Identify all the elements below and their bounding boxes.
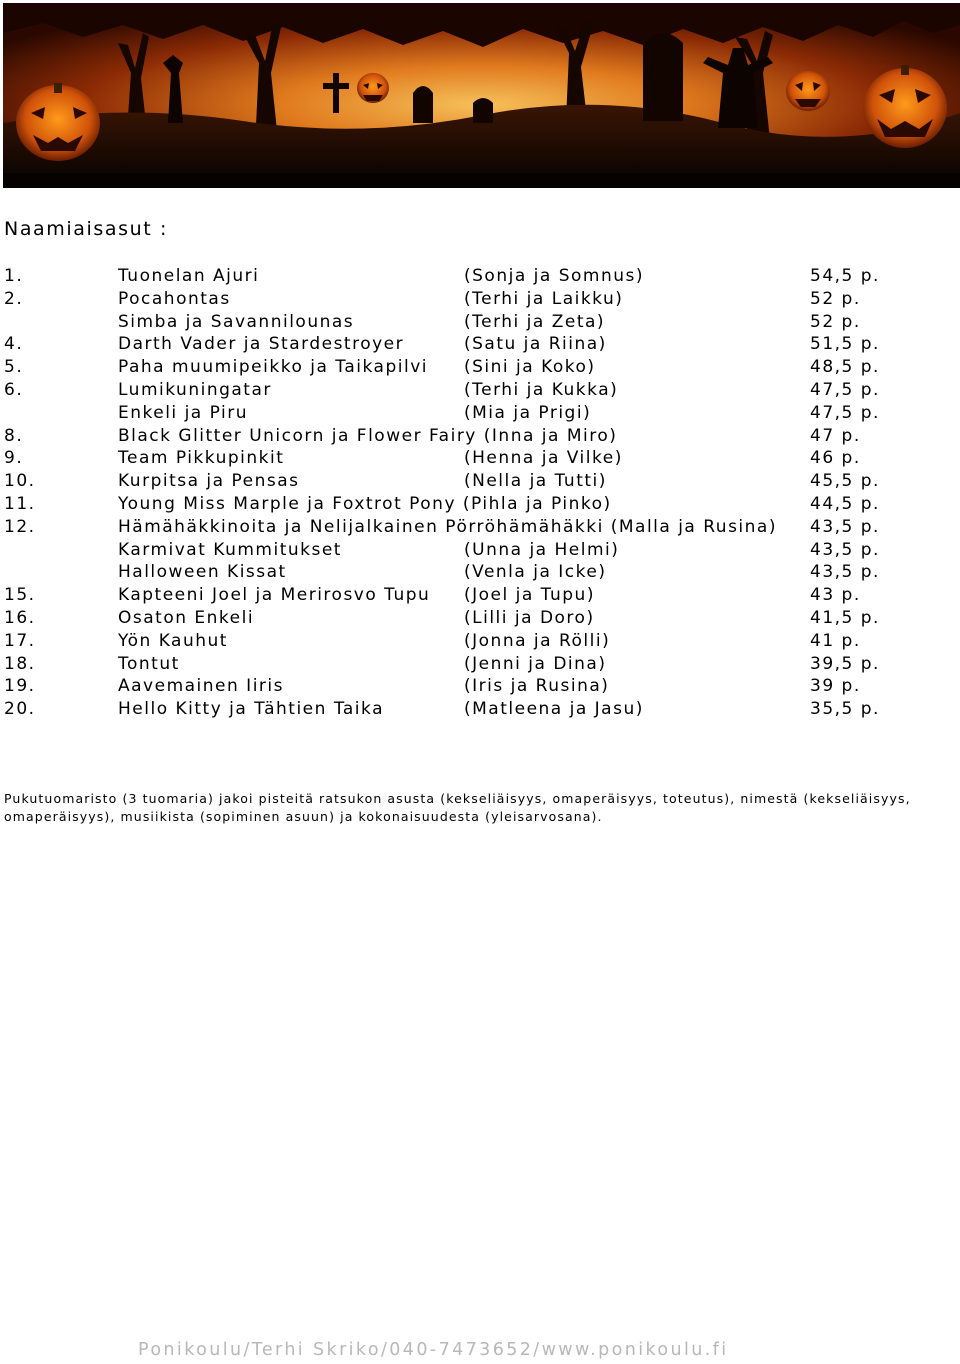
results-list (4, 266, 904, 722)
result-row (4, 608, 904, 631)
result-number: 12. (4, 516, 36, 537)
points-value: 41 p. (810, 630, 861, 651)
rider-horse-names: (Venla ja Icke) (464, 562, 607, 583)
costume-name: Paha muumipeikko ja Taikapilvi (118, 357, 428, 378)
costume-name: Tontut (118, 653, 180, 674)
points-value: 43,5 p. (810, 516, 880, 537)
result-row (4, 312, 904, 335)
costume-name: Black Glitter Unicorn ja Flower Fairy (Inna ja Miro) (118, 425, 618, 446)
costume-name: Tuonelan Ajuri (118, 266, 260, 286)
result-row (4, 471, 904, 494)
points-value: 52 p. (810, 311, 861, 332)
costume-name: Yön Kauhut (118, 630, 228, 651)
halloween-banner (3, 3, 960, 188)
result-row (4, 585, 904, 608)
result-row (4, 494, 904, 517)
rider-horse-names: (Jonna ja Rölli) (464, 630, 611, 651)
costume-name: Young Miss Marple ja Foxtrot Pony (Pihla ja Pinko) (118, 493, 612, 514)
result-row (4, 517, 904, 540)
points-value: 44,5 p. (810, 493, 880, 514)
rider-horse-names: (Matleena ja Jasu) (464, 699, 644, 720)
rider-horse-names: (Joel ja Tupu) (464, 585, 595, 606)
rider-horse-names: (Sini ja Koko) (464, 357, 596, 378)
result-row (4, 448, 904, 471)
result-row (4, 334, 904, 357)
rider-horse-names: (Lilli ja Doro) (464, 607, 595, 628)
costume-name: Enkeli ja Piru (118, 402, 248, 423)
result-number: 16. (4, 607, 36, 628)
result-row (4, 266, 904, 289)
points-value: 48,5 p. (810, 357, 880, 378)
result-number: 15. (4, 585, 36, 606)
result-row (4, 380, 904, 403)
costume-name: Team Pikkupinkit (118, 448, 285, 469)
costume-name: Kurpitsa ja Pensas (118, 471, 300, 492)
judging-note: Pukutuomaristo (3 tuomaria) jakoi pisteitä ratsukon asusta (kekseliäisyys, omaperäisyys, toteutus), nimestä (kekseliäisyys, omaperäisyys), musiikista (sopiminen asuun) ja kokonaisuudesta (yleisarvosana). (4, 791, 911, 824)
costume-name: Hello Kitty ja Tähtien Taika (118, 699, 384, 720)
footer-contact: Ponikoulu/Terhi Skriko/040-7473652/www.ponikoulu.fi (138, 1340, 729, 1360)
points-value: 47,5 p. (810, 379, 880, 400)
points-value: 52 p. (810, 288, 861, 309)
rider-horse-names: (Jenni ja Dina) (464, 653, 607, 674)
result-row (4, 676, 904, 699)
page-heading: Naamiaisasut : (4, 218, 168, 240)
result-number: 5. (4, 357, 24, 378)
points-value: 47 p. (810, 425, 861, 446)
result-number: 20. (4, 699, 36, 720)
result-row (4, 631, 904, 654)
points-value: 54,5 p. (810, 266, 880, 286)
result-row (4, 699, 904, 722)
points-value: 47,5 p. (810, 402, 880, 423)
result-number: 4. (4, 334, 24, 355)
rider-horse-names: (Terhi ja Laikku) (464, 288, 624, 309)
result-row (4, 426, 904, 449)
rider-horse-names: (Mia ja Prigi) (464, 402, 592, 423)
points-value: 43,5 p. (810, 562, 880, 583)
points-value: 45,5 p. (810, 471, 880, 492)
costume-name: Kapteeni Joel ja Merirosvo Tupu (118, 585, 431, 606)
result-row (4, 540, 904, 563)
costume-name: Darth Vader ja Stardestroyer (118, 334, 405, 355)
rider-horse-names: (Nella ja Tutti) (464, 471, 607, 492)
costume-name: Lumikuningatar (118, 379, 272, 400)
costume-name: Pocahontas (118, 288, 231, 309)
points-value: 51,5 p. (810, 334, 880, 355)
points-value: 46 p. (810, 448, 861, 469)
costume-name: Osaton Enkeli (118, 607, 255, 628)
result-number: 19. (4, 676, 36, 697)
result-number: 9. (4, 448, 24, 469)
costume-name: Karmivat Kummitukset (118, 539, 342, 560)
costume-name: Halloween Kissat (118, 562, 287, 583)
points-value: 43,5 p. (810, 539, 880, 560)
result-row (4, 403, 904, 426)
points-value: 35,5 p. (810, 699, 880, 720)
rider-horse-names: (Henna ja Vilke) (464, 448, 623, 469)
costume-name: Aavemainen Iiris (118, 676, 284, 697)
result-number: 10. (4, 471, 36, 492)
rider-horse-names: (Terhi ja Kukka) (464, 379, 619, 400)
points-value: 41,5 p. (810, 607, 880, 628)
points-value: 43 p. (810, 585, 861, 606)
result-number: 1. (4, 266, 24, 286)
result-row (4, 357, 904, 380)
costume-name: Hämähäkkinoita ja Nelijalkainen Pörröhämähäkki (Malla ja Rusina) (118, 516, 777, 537)
rider-horse-names: (Unna ja Helmi) (464, 539, 620, 560)
result-number: 18. (4, 653, 36, 674)
result-number: 6. (4, 379, 24, 400)
halloween-banner-icon (3, 3, 960, 188)
rider-horse-names: (Satu ja Riina) (464, 334, 607, 355)
rider-horse-names: (Iris ja Rusina) (464, 676, 610, 697)
points-value: 39,5 p. (810, 653, 880, 674)
result-row (4, 654, 904, 677)
result-number: 2. (4, 288, 24, 309)
result-row (4, 562, 904, 585)
result-number: 11. (4, 493, 36, 514)
result-number: 17. (4, 630, 36, 651)
result-number: 8. (4, 425, 24, 446)
rider-horse-names: (Sonja ja Somnus) (464, 266, 644, 286)
costume-name: Simba ja Savannilounas (118, 311, 355, 332)
points-value: 39 p. (810, 676, 861, 697)
rider-horse-names: (Terhi ja Zeta) (464, 311, 606, 332)
result-row (4, 289, 904, 312)
